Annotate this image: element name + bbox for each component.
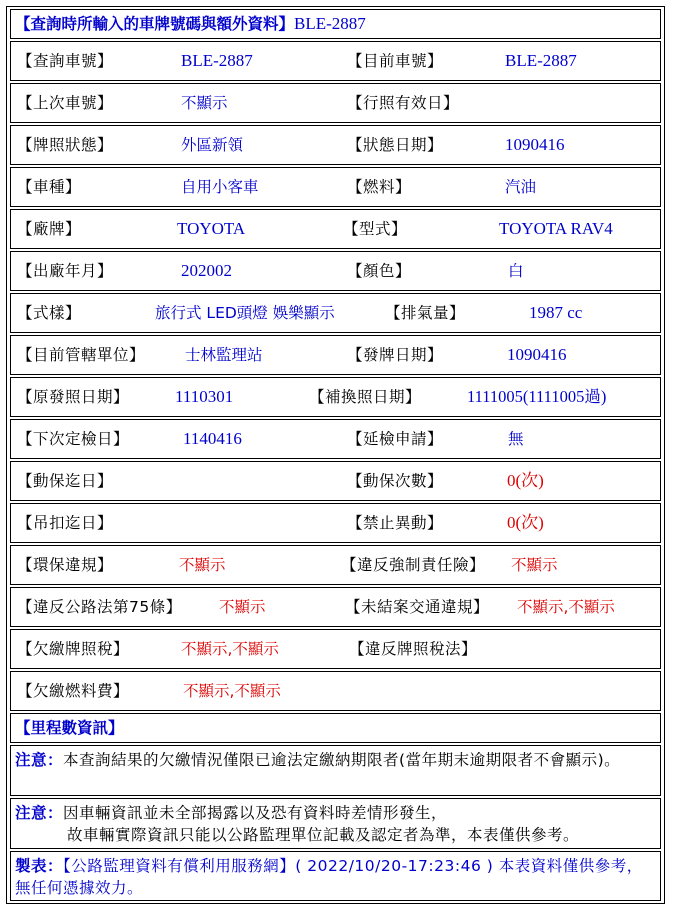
note-row [10,745,661,796]
note-line: 因車輛資訊並未全部揭露以及恐有資料時差情形發生， [63,804,448,822]
data-row [10,251,661,291]
field-label: 【原發照日期】 [17,388,130,406]
field-label: 【違反強制責任險】 [341,556,486,574]
field-label: 【違反牌照稅法】 [349,640,478,658]
field-label: 【狀態日期】 [347,136,444,154]
field-label: 【環保違規】 [17,556,114,574]
field-value: 1090416 [507,345,567,364]
field-label: 【車種】 [17,178,82,196]
field-value: 1111005(1111005過) [467,387,607,406]
field-value: 旅行式 LED頭燈 娛樂顯示 [155,304,335,322]
mileage-title: 【里程數資訊】 [15,719,124,737]
field-label: 【上次車號】 [17,94,114,112]
data-row [10,461,661,501]
field-label: 【未結案交通違規】 [345,598,490,616]
field-label: 【式樣】 [17,304,82,322]
field-label: 【補換照日期】 [309,388,422,406]
field-value: BLE-2887 [505,51,577,70]
note-line: 故車輛實際資訊只能以公路監理單位記載及認定者為準，本表僅供參考。 [67,826,580,844]
field-value: 白 [508,262,524,280]
field-value: 士林監理站 [185,346,263,364]
field-value: 不顯示 [179,556,226,574]
field-value: 自用小客車 [181,178,259,196]
data-row [10,671,661,711]
data-row [10,503,661,543]
field-label: 【行照有效日】 [347,94,460,112]
field-label: 【動保次數】 [347,472,444,490]
note-body: 本查詢結果的欠繳情況僅限已逾法定繳納期限者(當年期末逾期限者不會顯示)。 [63,751,621,769]
data-row [10,209,661,249]
data-row [10,83,661,123]
field-value: 不顯示,不顯示 [183,682,281,700]
data-row [10,587,661,627]
field-label: 【禁止異動】 [347,514,444,532]
field-label: 【廠牌】 [17,220,82,238]
field-label: 【顏色】 [347,262,412,280]
field-label: 【目前車號】 [347,52,444,70]
field-label: 【目前管轄單位】 [17,346,146,364]
field-label: 【欠繳牌照稅】 [17,640,130,658]
field-label: 【燃料】 [347,178,412,196]
field-value: TOYOTA RAV4 [499,219,613,238]
field-label: 【延檢申請】 [347,430,444,448]
field-value: 1140416 [183,429,242,448]
note-head: 注意： [15,804,64,822]
data-row [10,419,661,459]
field-label: 【欠繳燃料費】 [17,682,130,700]
page-title [15,10,366,38]
footer-source: 【公路監理資料有償利用服務網】 [63,857,296,875]
mileage-row [10,713,661,743]
data-row [10,167,661,207]
field-value: 202002 [181,261,232,280]
field-label: 【查詢車號】 [17,52,114,70]
note-text [15,749,656,771]
data-row [10,335,661,375]
title-text: 【查詢時所輸入的車牌號碼與額外資料】 [15,15,295,33]
field-value: 1987 cc [529,303,583,322]
field-label: 【動保迄日】 [17,472,114,490]
field-label: 【牌照狀態】 [17,136,114,154]
field-label: 【出廠年月】 [17,262,114,280]
note-head: 注意： [15,751,64,769]
field-value: 無 [508,430,524,448]
footer-body: ( 2022/10/20-17:23:46 ) 本表資料僅供參考，無任何憑據效力。 [15,857,643,897]
note-text [15,802,656,846]
footer-head: 製表： [15,857,64,875]
data-row [10,545,661,585]
field-value: 1110301 [175,387,234,406]
data-row [10,377,661,417]
field-value: 汽油 [505,178,537,196]
field-value: 不顯示,不顯示 [181,640,279,658]
vehicle-info-table [6,6,665,904]
header-row [10,9,661,39]
field-label: 【排氣量】 [385,304,466,322]
field-value: BLE-2887 [181,51,253,70]
field-label: 【發牌日期】 [347,346,444,364]
field-value: 1090416 [505,135,565,154]
footer-row [10,851,661,901]
field-value: 外區新領 [181,136,244,154]
data-row [10,125,661,165]
field-label: 【下次定檢日】 [17,430,130,448]
field-value: 不顯示 [219,598,266,616]
field-value: 不顯示,不顯示 [517,598,615,616]
field-label: 【型式】 [343,220,408,238]
data-row [10,293,661,333]
data-row [10,629,661,669]
footer-text [15,855,656,899]
field-value: TOYOTA [177,219,246,238]
field-label: 【違反公路法第75條】 [17,598,182,616]
data-row [10,41,661,81]
field-value: 0(次) [507,471,544,490]
field-value: 不顯示 [511,556,558,574]
field-label: 【吊扣迄日】 [17,514,114,532]
field-value: 不顯示 [181,94,228,112]
note-row [10,798,661,849]
field-value: 0(次) [507,513,544,532]
query-plate: BLE-2887 [294,14,366,33]
